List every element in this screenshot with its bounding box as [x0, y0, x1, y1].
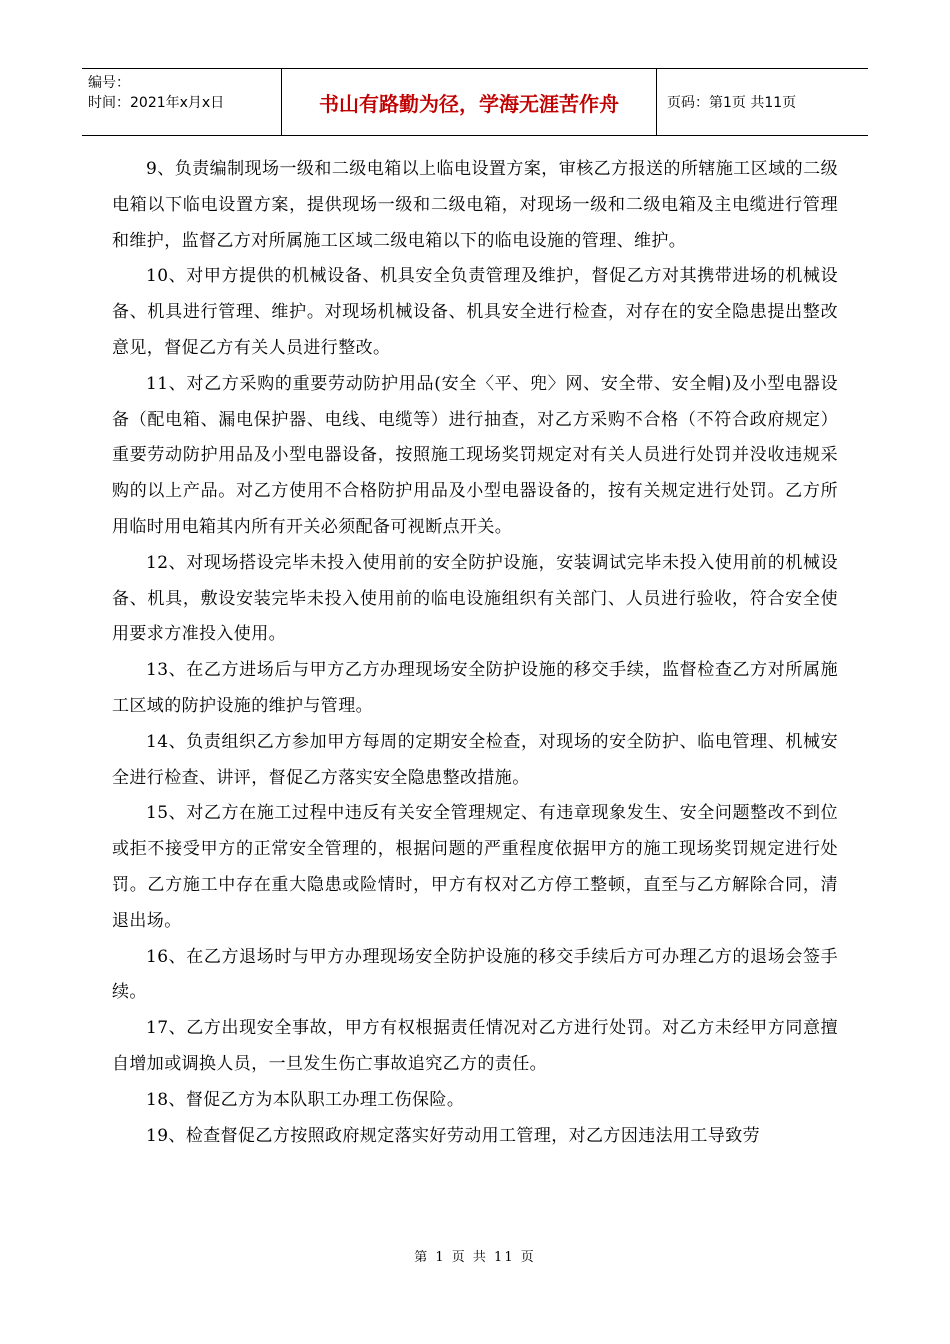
paragraph-17: 17、乙方出现安全事故，甲方有权根据责任情况对乙方进行处罚。对乙方未经甲方同意擅自增加或调换人员，一旦发生伤亡事故追究乙方的责任。 [112, 1018, 838, 1074]
paragraph-16: 16、在乙方退场时与甲方办理现场安全防护设施的移交手续后方可办理乙方的退场会签手续。 [112, 946, 838, 1003]
header-meta [82, 69, 282, 135]
paragraph-19: 19、检查督促乙方按照政府规定落实好劳动用工管理，对乙方因违法用工导致劳 [146, 1125, 761, 1146]
page-footer: 第 1 页 共 11 页 [414, 1250, 536, 1265]
header-page-info: 页码：第1页 共11页 [667, 95, 797, 111]
paragraph-13: 13、在乙方进场后与甲方乙方办理现场安全防护设施的移交手续，监督检查乙方对所属施工区域的防护设施的维护与管理。 [112, 660, 838, 716]
header-motto: 书山有路勤为径，学海无涯苦作舟 [282, 69, 657, 135]
paragraph-14: 14、负责组织乙方参加甲方每周的定期安全检查，对现场的安全防护、临电管理、机械安全进行检查、讲评，督促乙方落实安全隐患整改措施。 [112, 731, 838, 788]
paragraph-10: 10、对甲方提供的机械设备、机具安全负责管理及维护，督促乙方对其携带进场的机械设备、机具进行管理、维护。对现场机械设备、机具安全进行检查，对存在的安全隐患提出整改意见，督促乙方有关人员进行整改。 [112, 266, 838, 358]
page-header [82, 68, 868, 136]
document-body [112, 152, 838, 1154]
paragraph-12: 12、对现场搭设完毕未投入使用前的安全防护设施，安装调试完毕未投入使用前的机械设备、机具，敷设安装完毕未投入使用前的临电设施组织有关部门、人员进行验收，符合安全使用要求方准投入使用。 [112, 552, 838, 645]
document-number-label: 编号： [88, 75, 130, 91]
paragraph-18: 18、督促乙方为本队职工办理工伤保险。 [146, 1089, 465, 1110]
paragraph-11: 11、对乙方采购的重要劳动防护用品(安全〈平、兜〉网、安全带、安全帽)及小型电器设备（配电箱、漏电保护器、电线、电缆等）进行抽查，对乙方采购不合格（不符合政府规定）重要劳动防护用品及小型电器设备，按照施工现场奖罚规定对有关人员进行处罚并没收违规采购的以上产品。对乙方使用不合格防护用品及小型电器设备的，按有关规定进行处罚。乙方所用临时用电箱其内所有开关必须配备可视断点开关。 [112, 373, 838, 537]
paragraph-15: 15、对乙方在施工过程中违反有关安全管理规定、有违章现象发生、安全问题整改不到位或拒不接受甲方的正常安全管理的，根据问题的严重程度依据甲方的施工现场奖罚规定进行处罚。乙方施工中存在重大隐患或险情时，甲方有权对乙方停工整顿，直至与乙方解除合同，清退出场。 [112, 803, 838, 931]
document-date: 时间：2021年x月x日 [88, 95, 225, 111]
paragraph-9: 9、负责编制现场一级和二级电箱以上临电设置方案，审核乙方报送的所辖施工区域的二级电箱以下临电设置方案，提供现场一级和二级电箱，对现场一级和二级电箱及主电缆进行管理和维护，监督乙方对所属施工区域二级电箱以下的临电设施的管理、维护。 [112, 159, 838, 251]
